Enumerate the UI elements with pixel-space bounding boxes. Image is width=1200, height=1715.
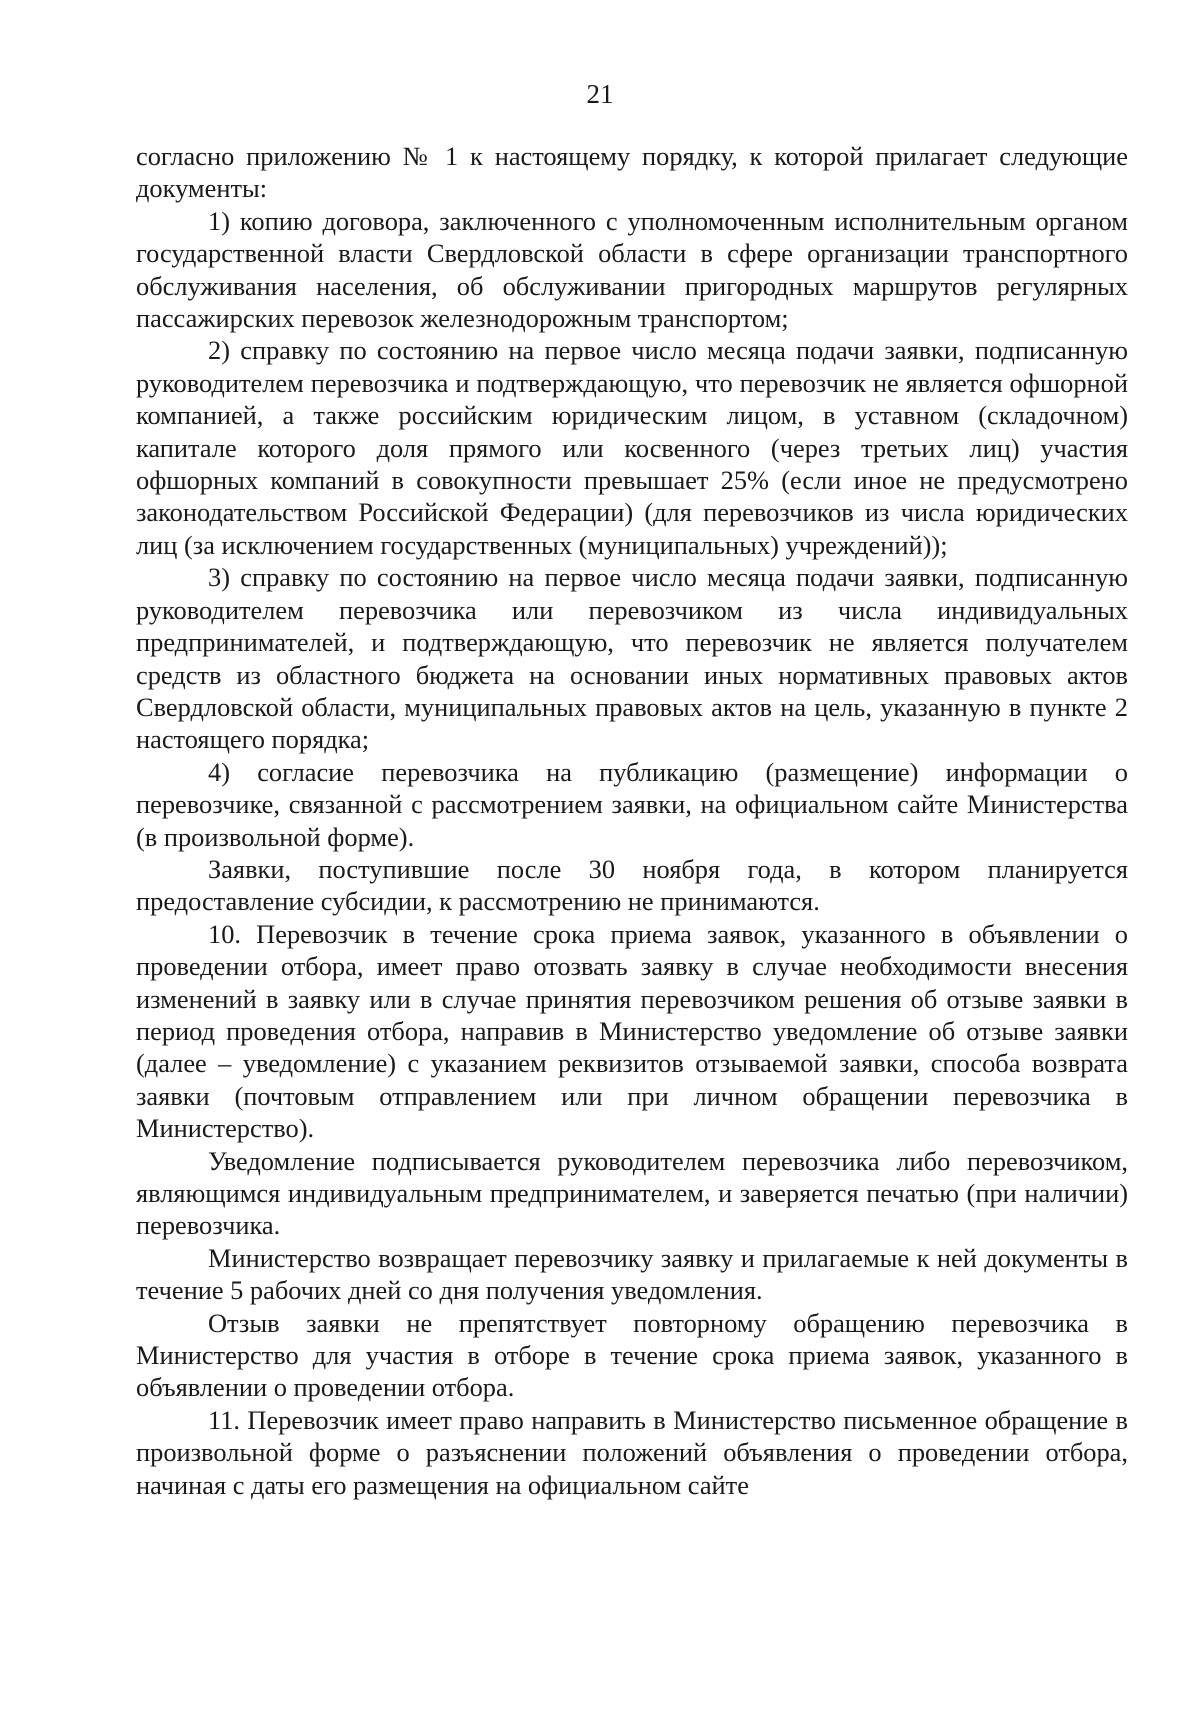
paragraph-withdrawal: Отзыв заявки не препятствует повторному обращению перевозчика в Министерство для участия в отборе в течение срока приема заявок, указанного в объявлении о проведении отбора. xyxy=(136,1307,1128,1403)
paragraph-deadline: Заявки, поступившие после 30 ноября года, в котором планируется предоставление субсидии, к рассмотрению не принимаются. xyxy=(136,853,1128,917)
document-body xyxy=(136,140,1128,1501)
paragraph-item-1: 1) копию договора, заключенного с уполномоченным исполнительным органом государственной власти Свердловской области в сфере организации транспортного обслуживания населения, об обслуживании пригородных маршрутов регулярных пассажирских перевозок железнодорожным транспортом; xyxy=(136,205,1128,334)
paragraph-clause-10: 10. Перевозчик в течение срока приема заявок, указанного в объявлении о проведении отбора, имеет право отозвать заявку в случае необходимости внесения изменений в заявку или в случае принятия перевозчиком решения об отзыве заявки в период проведения отбора, направив в Министерство уведомление об отзыве заявки (далее – уведомление) с указанием реквизитов отзываемой заявки, способа возврата заявки (почтовым отправлением или при личном обращении перевозчика в Министерство). xyxy=(136,918,1128,1144)
page-number: 21 xyxy=(586,79,614,109)
paragraph-notice-signature: Уведомление подписывается руководителем перевозчика либо перевозчиком, являющимся индивидуальным предпринимателем, и заверяется печатью (при наличии) перевозчика. xyxy=(136,1145,1128,1241)
paragraph-clause-11: 11. Перевозчик имеет право направить в Министерство письменное обращение в произвольной форме о разъяснении положений объявления о проведении отбора, начиная с даты его размещения на официальном сайте xyxy=(136,1404,1128,1500)
paragraph-continuation: согласно приложению № 1 к настоящему порядку, к которой прилагает следующие документы: xyxy=(136,141,1128,204)
paragraph-return-documents: Министерство возвращает перевозчику заявку и прилагаемые к ней документы в течение 5 рабочих дней со дня получения уведомления. xyxy=(136,1242,1128,1306)
paragraph-item-4: 4) согласие перевозчика на публикацию (размещение) информации о перевозчике, связанной с рассмотрением заявки, на официальном сайте Министерства (в произвольной форме). xyxy=(136,756,1128,852)
paragraph-item-2: 2) справку по состоянию на первое число месяца подачи заявки, подписанную руководителем перевозчика и подтверждающую, что перевозчик не является офшорной компанией, а также российским юридическим лицом, в уставном (складочном) капитале которого доля прямого или косвенного (через третьих лиц) участия офшорных компаний в совокупности превышает 25% (если иное не предусмотрено законодательством Российской Федерации) (для перевозчиков из числа юридических лиц (за исключением государственных (муниципальных) учреждений)); xyxy=(136,335,1128,560)
paragraph-item-3: 3) справку по состоянию на первое число месяца подачи заявки, подписанную руководителем перевозчика или перевозчиком из числа индивидуальных предпринимателей, и подтверждающую, что перевозчик не является получателем средств из областного бюджета на основании иных нормативных правовых актов Свердловской области, муниципальных правовых актов на цель, указанную в пункте 2 настоящего порядка; xyxy=(136,562,1128,755)
